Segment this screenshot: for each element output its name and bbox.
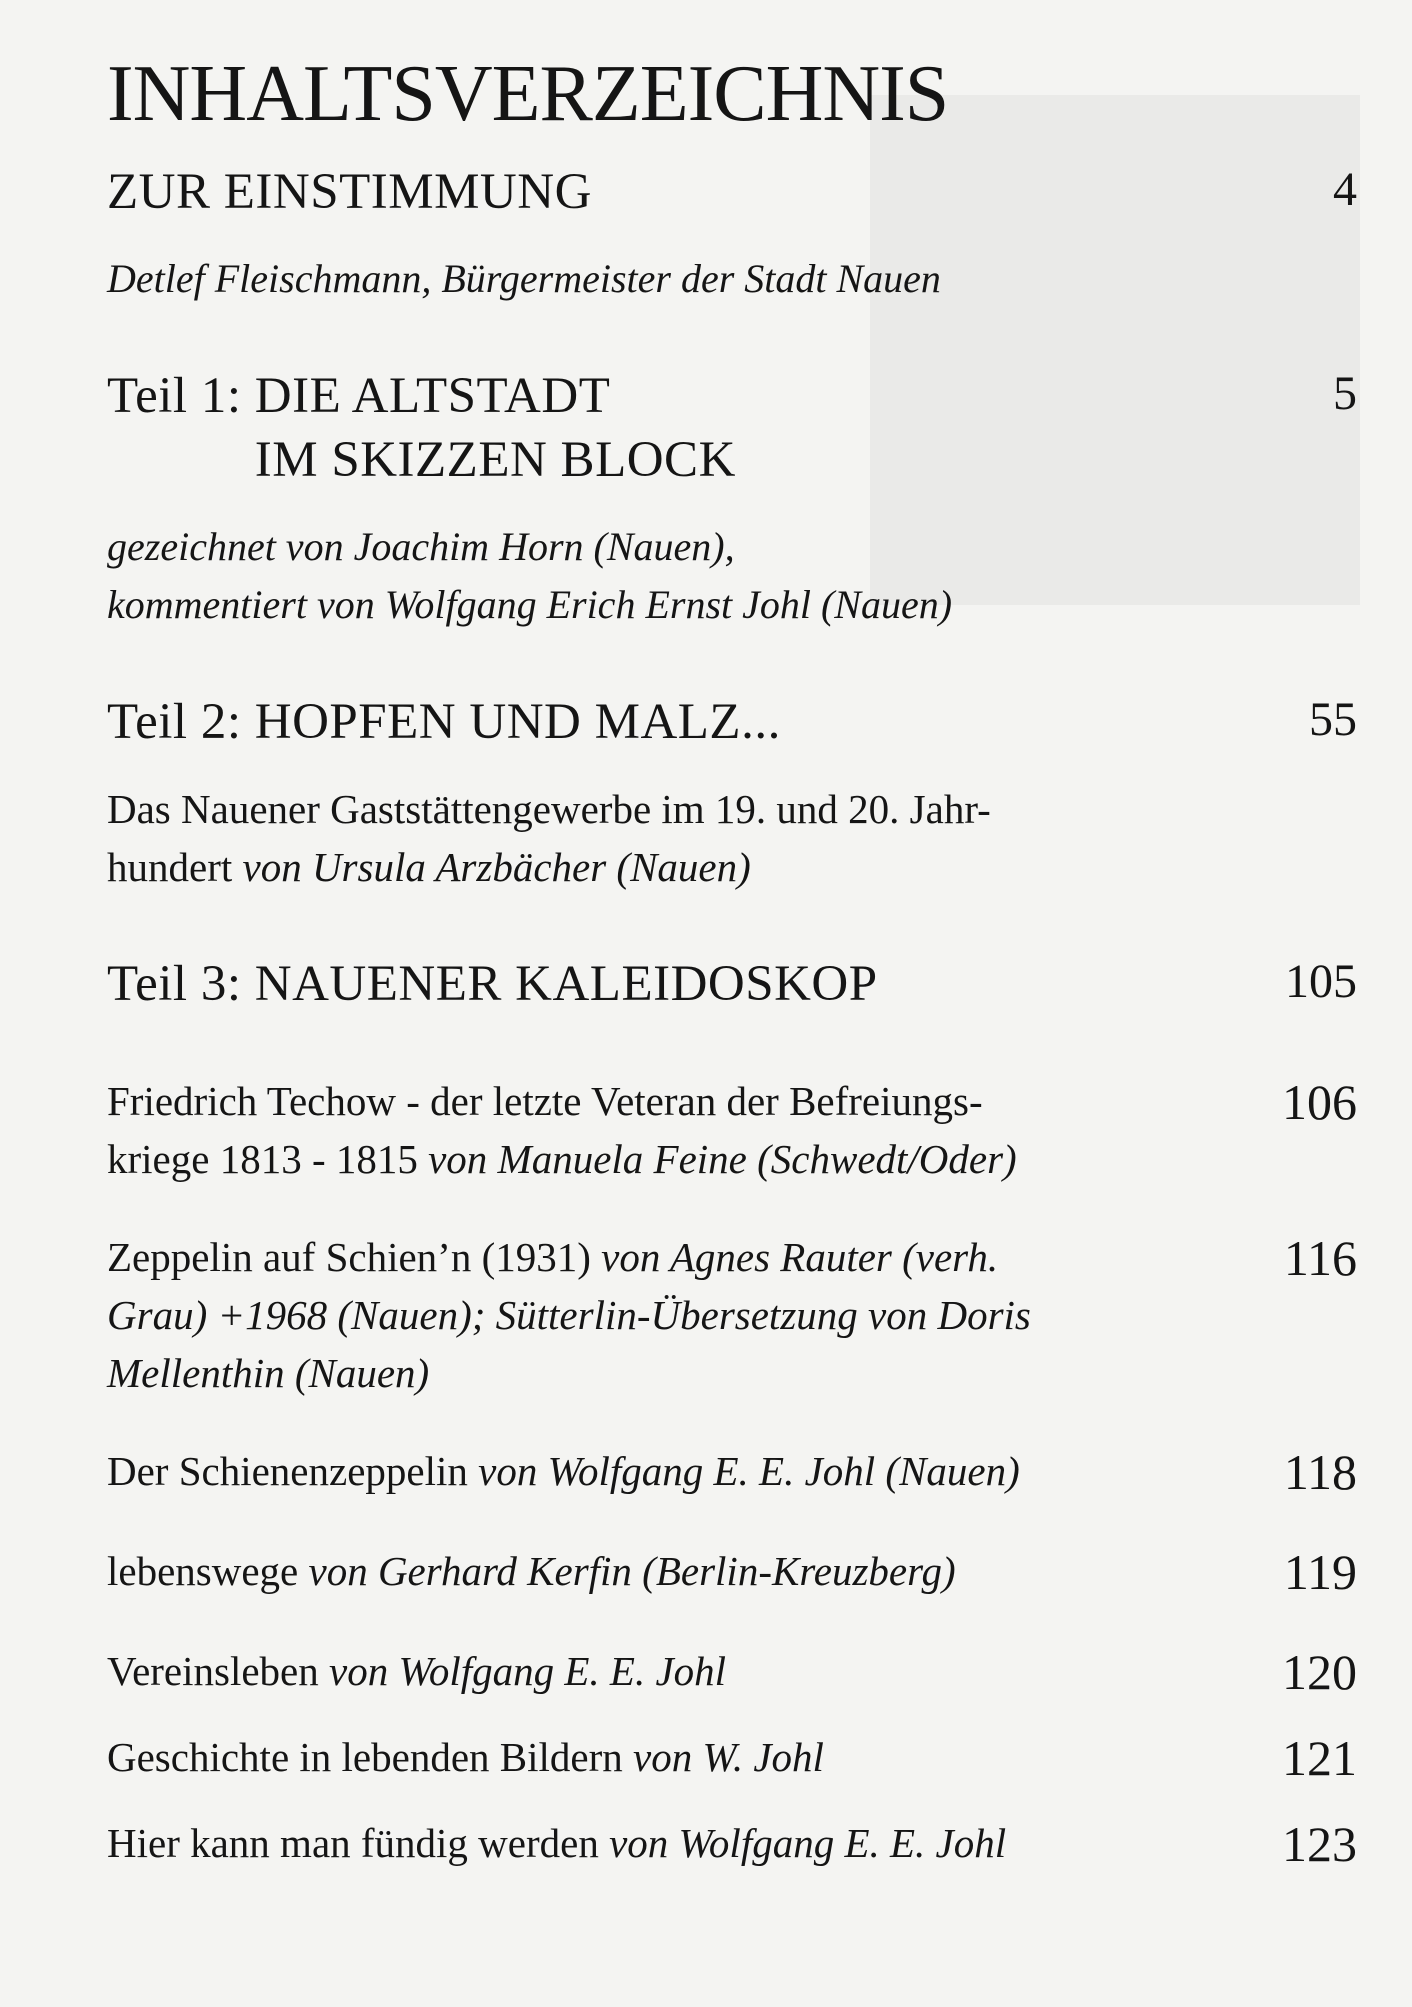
entry-line: Grau) +1968 (Nauen); Sütterlin-Übersetzung von Doris — [107, 1292, 1031, 1338]
page-number: 120 — [1282, 1644, 1357, 1700]
author: von Gerhard Kerfin (Berlin-Kreuzberg) — [308, 1548, 956, 1594]
entry-line: kriege 1813 - 1815 von Manuela Feine (Schwedt/Oder) — [107, 1136, 1017, 1182]
toc-section-teil-2 — [107, 690, 1357, 896]
part-prefix: Teil 1: — [107, 368, 255, 424]
page-number: 119 — [1283, 1544, 1357, 1600]
page-number: 55 — [1309, 693, 1357, 746]
section-author-line: kommentiert von Wolfgang Erich Ernst Johl (Nauen) — [107, 582, 953, 627]
toc-entry: lebenswege von Gerhard Kerfin (Berlin-Kreuzberg) 119 — [107, 1544, 1357, 1600]
toc-entry — [107, 1228, 1357, 1402]
toc-entry: Hier kann man fündig werden von Wolfgang E. E. Johl 123 — [107, 1816, 1357, 1872]
page-number: 116 — [1283, 1230, 1357, 1286]
toc-entry: Geschichte in lebenden Bildern von W. Johl 121 — [107, 1730, 1357, 1786]
author: von W. Johl — [633, 1734, 824, 1780]
author: von Agnes Rauter (verh. — [601, 1234, 999, 1280]
entry-line: Zeppelin auf Schien’n (1931) von Agnes Rauter (verh. — [107, 1234, 999, 1280]
section-description-line: hundert von Ursula Arzbächer (Nauen) — [107, 844, 751, 890]
toc-section-teil-1 — [107, 364, 1357, 634]
page-number: 4 — [1333, 163, 1357, 216]
author: von Ursula Arzbächer (Nauen) — [242, 844, 751, 890]
section-heading — [107, 364, 1267, 492]
section-author-line: gezeichnet von Joachim Horn (Nauen), — [107, 524, 735, 569]
toc-section-einstimmung — [107, 160, 1357, 308]
author: von Wolfgang E. E. Johl — [329, 1648, 727, 1694]
page-number: 118 — [1283, 1444, 1357, 1500]
page-title: INHALTSVERZEICHNIS — [107, 50, 949, 138]
section-author: Detlef Fleischmann, Bürgermeister der Stadt Nauen — [107, 256, 941, 301]
toc-section-teil-3 — [107, 952, 1357, 1016]
page-number: 123 — [1282, 1816, 1357, 1872]
section-heading: Teil 2: HOPFEN UND MALZ... — [107, 694, 781, 750]
page-number: 5 — [1333, 367, 1357, 420]
page-number: 106 — [1282, 1074, 1357, 1130]
author: von Manuela Feine (Schwedt/Oder) — [428, 1136, 1017, 1182]
section-description-line: Das Nauener Gaststättengewerbe im 19. und 20. Jahr- — [107, 786, 991, 832]
toc-entry — [107, 1072, 1357, 1188]
entry-line: Friedrich Techow - der letzte Veteran der Befreiungs- — [107, 1078, 983, 1124]
entry-line: Mellenthin (Nauen) — [107, 1350, 430, 1396]
section-heading: ZUR EINSTIMMUNG — [107, 164, 592, 220]
page-number: 121 — [1282, 1730, 1357, 1786]
section-heading: Teil 3: NAUENER KALEIDOSKOP — [107, 956, 878, 1012]
section-heading-line: DIE ALTSTADT — [254, 368, 611, 424]
author: von Wolfgang E. E. Johl — [609, 1820, 1007, 1866]
section-heading-line: IM SKIZZEN BLOCK — [254, 432, 736, 488]
page-number: 105 — [1285, 955, 1357, 1008]
toc-entry: Vereinsleben von Wolfgang E. E. Johl 120 — [107, 1644, 1357, 1700]
table-of-contents — [107, 50, 1357, 1874]
toc-entry: Der Schienenzeppelin von Wolfgang E. E. Johl (Nauen) 118 — [107, 1444, 1357, 1500]
author: von Wolfgang E. E. Johl (Nauen) — [478, 1448, 1020, 1494]
